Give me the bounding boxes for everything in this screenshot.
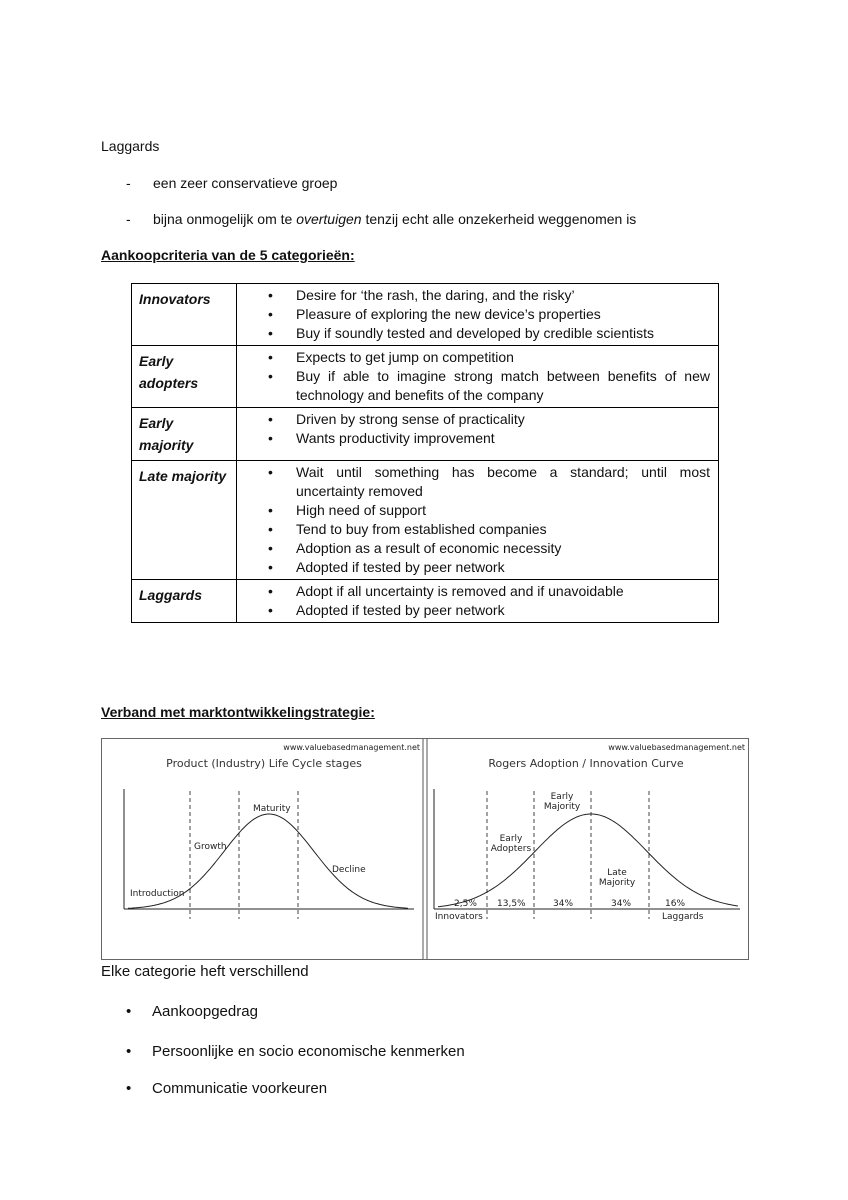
- share-early-majority: 34%: [553, 899, 574, 909]
- group-label-late-majority: Late Majority: [598, 868, 636, 888]
- group-label-early-adopters: Early Adopters: [490, 834, 532, 854]
- criteria-list-cell: [237, 461, 719, 580]
- criteria-list: [237, 463, 710, 577]
- dash-marker: -: [126, 211, 131, 227]
- adoption-curve: [438, 814, 738, 907]
- criteria-table: [131, 283, 719, 623]
- share-laggards: 16%: [665, 899, 686, 909]
- criteria-title: Aankoopcriteria van de 5 categorieën:: [101, 247, 355, 263]
- criteria-item: • Wants productivity improvement: [237, 429, 710, 448]
- bullet-marker: •: [126, 1043, 132, 1060]
- criteria-item: • Adopt if all uncertainty is removed and if unavoidable: [237, 582, 710, 601]
- stage-label-introduction: Introduction: [130, 889, 185, 899]
- right-panel-title: Rogers Adoption / Innovation Curve: [488, 757, 684, 770]
- stage-label-growth: Growth: [194, 842, 227, 852]
- stage-label-maturity: Maturity: [253, 804, 291, 814]
- criteria-item: • Buy if able to imagine strong match between benefits of new technology and benefits of the company: [237, 367, 710, 405]
- bullet-marker: •: [126, 1080, 132, 1097]
- bullet-marker: •: [126, 1003, 132, 1020]
- criteria-category: Late majority: [132, 461, 237, 580]
- criteria-item: • Adopted if tested by peer network: [237, 558, 710, 577]
- criteria-item: • Wait until something has become a standard; until most uncertainty removed: [237, 463, 710, 501]
- difference-item-text: Communicatie voorkeuren: [152, 1080, 328, 1097]
- criteria-category: Innovators: [132, 284, 237, 346]
- difference-item-text: Aankoopgedrag: [152, 1003, 258, 1020]
- group-label-laggards: Laggards: [662, 912, 704, 922]
- criteria-item: • Driven by strong sense of practicality: [237, 410, 710, 429]
- criteria-list: [237, 286, 710, 343]
- criteria-item: • Adoption as a result of economic necessity: [237, 539, 710, 558]
- strategy-title: Verband met marktontwikkelingstrategie:: [101, 704, 375, 720]
- criteria-list: [237, 410, 710, 448]
- criteria-list: [237, 582, 710, 620]
- group-label-innovators: Innovators: [435, 912, 483, 922]
- criteria-row: [132, 580, 719, 623]
- lifecycle-adoption-figure: [101, 738, 749, 960]
- criteria-item: • Pleasure of exploring the new device’s properties: [237, 305, 710, 324]
- stage-label-decline: Decline: [332, 865, 366, 875]
- share-late-majority: 34%: [611, 899, 632, 909]
- difference-item-text: Persoonlijke en socio economische kenmerken: [152, 1043, 465, 1060]
- criteria-item: • Tend to buy from established companies: [237, 520, 710, 539]
- criteria-item: • Buy if soundly tested and developed by credible scientists: [237, 324, 710, 343]
- criteria-list: [237, 348, 710, 405]
- dash-marker: -: [126, 175, 131, 191]
- criteria-list-cell: [237, 346, 719, 408]
- criteria-row: [132, 284, 719, 346]
- criteria-item: • Expects to get jump on competition: [237, 348, 710, 367]
- criteria-list-cell: [237, 284, 719, 346]
- laggards-heading: Laggards: [101, 138, 160, 154]
- right-source-label: www.valuebasedmanagement.net: [608, 743, 745, 752]
- categories-differ-heading: Elke categorie heft verschillend: [101, 963, 309, 980]
- criteria-row: [132, 346, 719, 408]
- criteria-category: Laggards: [132, 580, 237, 623]
- criteria-category: Early adopters: [132, 346, 237, 408]
- criteria-list-cell: [237, 408, 719, 461]
- laggards-point-text: een zeer conservatieve groep: [153, 175, 338, 191]
- criteria-list-cell: [237, 580, 719, 623]
- criteria-row: [132, 461, 719, 580]
- criteria-item: • High need of support: [237, 501, 710, 520]
- left-source-label: www.valuebasedmanagement.net: [283, 743, 420, 752]
- group-label-early-majority: Early Majority: [543, 792, 581, 812]
- criteria-item: • Adopted if tested by peer network: [237, 601, 710, 620]
- laggards-point-text: bijna onmogelijk om te overtuigen tenzij echt alle onzekerheid weggenomen is: [153, 211, 637, 227]
- share-innovators: 2,5%: [454, 899, 477, 909]
- criteria-row: [132, 408, 719, 461]
- criteria-item: • Desire for ‘the rash, the daring, and the risky’: [237, 286, 710, 305]
- figure-svg: [102, 739, 748, 959]
- left-panel-title: Product (Industry) Life Cycle stages: [166, 757, 362, 770]
- criteria-category: Early majority: [132, 408, 237, 461]
- share-early-adopters: 13,5%: [497, 899, 526, 909]
